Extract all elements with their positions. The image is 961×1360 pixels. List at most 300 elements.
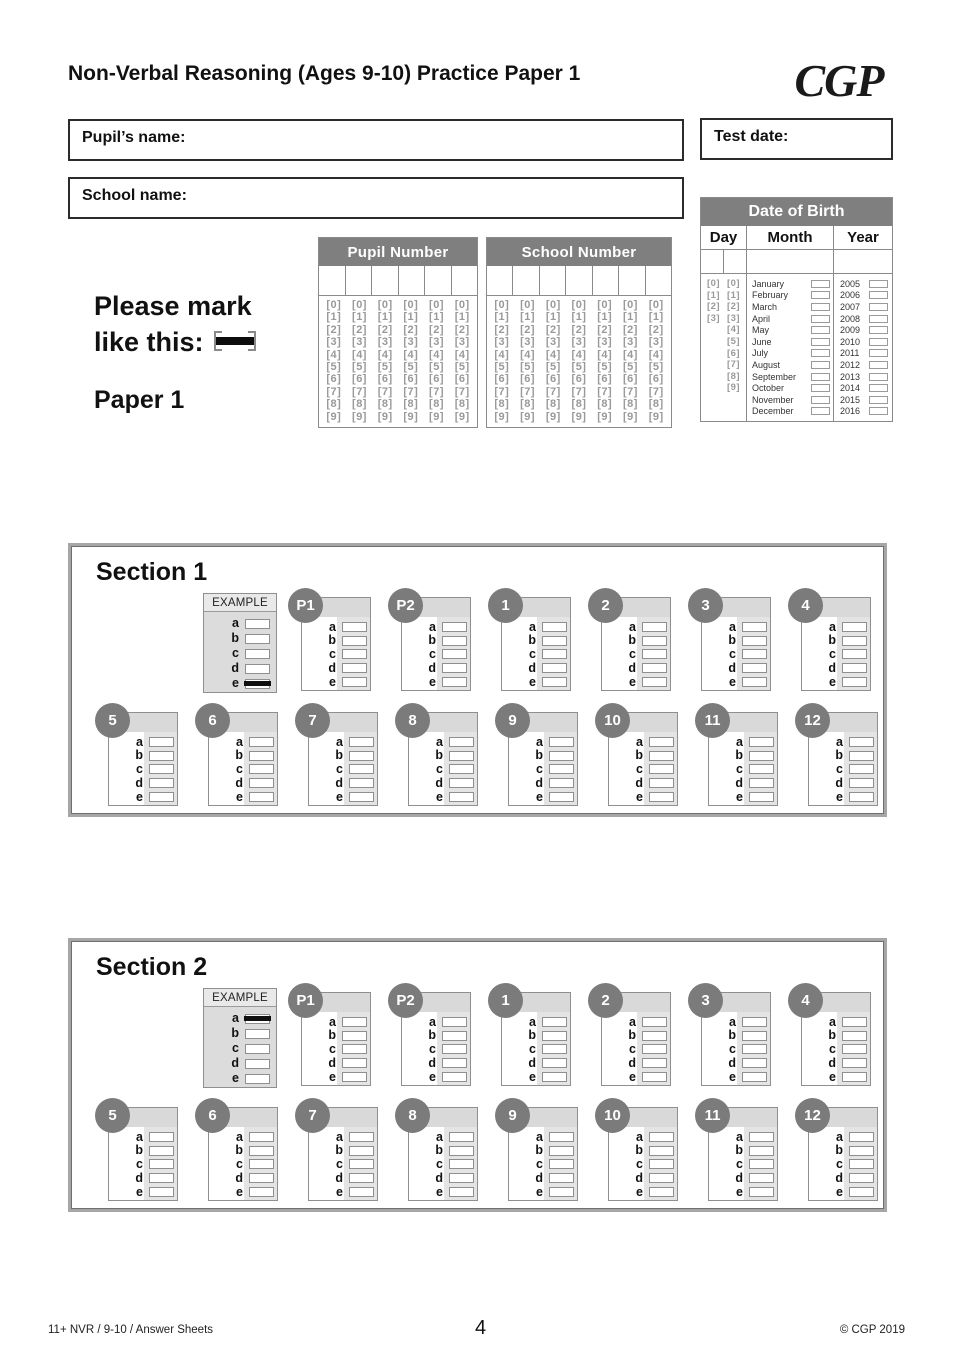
answer-box[interactable] <box>542 622 567 632</box>
write-in-box[interactable] <box>540 266 566 295</box>
answer-box[interactable] <box>749 751 774 761</box>
answer-box[interactable] <box>749 1159 774 1169</box>
digit-cell[interactable]: [2] <box>520 323 536 336</box>
answer-box[interactable] <box>249 751 274 761</box>
digit-cell[interactable]: [3] <box>429 336 444 349</box>
answer-box[interactable] <box>442 1058 467 1068</box>
day-digit-cell[interactable]: [6] <box>726 347 741 359</box>
year-checkbox[interactable] <box>869 280 888 288</box>
answer-box[interactable] <box>849 778 874 788</box>
answer-box[interactable] <box>542 636 567 646</box>
answer-box[interactable] <box>842 622 867 632</box>
answer-box[interactable] <box>149 1187 174 1197</box>
digit-cell[interactable]: [0] <box>494 299 510 311</box>
digit-cell[interactable]: [3] <box>622 336 638 349</box>
digit-cell[interactable]: [3] <box>520 336 536 349</box>
digit-cell[interactable]: [9] <box>429 410 444 423</box>
digit-cell[interactable]: [4] <box>403 348 419 361</box>
digit-cell[interactable]: [2] <box>326 323 342 336</box>
digit-cell[interactable]: [1] <box>571 311 587 324</box>
digit-cell[interactable]: [2] <box>545 323 561 336</box>
answer-box[interactable] <box>749 1146 774 1156</box>
digit-cell[interactable]: [3] <box>326 336 342 349</box>
answer-box[interactable] <box>349 1159 374 1169</box>
answer-box[interactable] <box>742 663 767 673</box>
answer-box[interactable] <box>249 1146 274 1156</box>
digit-cell[interactable]: [3] <box>571 336 587 349</box>
digit-cell[interactable]: [8] <box>454 398 470 411</box>
answer-box[interactable] <box>749 737 774 747</box>
digit-cell[interactable]: [1] <box>403 311 419 324</box>
digit-cell[interactable]: [4] <box>520 348 536 361</box>
answer-box[interactable] <box>549 1146 574 1156</box>
day-digit-cell[interactable]: [1] <box>706 289 721 301</box>
day-digit-cell[interactable]: [2] <box>726 301 741 313</box>
answer-box[interactable] <box>549 1173 574 1183</box>
answer-box[interactable] <box>442 1031 467 1041</box>
day-digit-cell[interactable]: [9] <box>726 382 741 394</box>
answer-box[interactable] <box>649 1146 674 1156</box>
month-checkbox[interactable] <box>811 396 830 404</box>
year-checkbox[interactable] <box>869 349 888 357</box>
digit-cell[interactable]: [5] <box>429 361 444 374</box>
answer-box[interactable] <box>842 1044 867 1054</box>
digit-cell[interactable]: [0] <box>545 299 561 311</box>
answer-box[interactable] <box>642 636 667 646</box>
digit-cell[interactable]: [5] <box>494 361 510 374</box>
digit-cell[interactable]: [8] <box>520 398 536 411</box>
year-checkbox[interactable] <box>869 326 888 334</box>
digit-cell[interactable]: [9] <box>597 410 613 423</box>
digit-cell[interactable]: [3] <box>597 336 613 349</box>
year-checkbox[interactable] <box>869 315 888 323</box>
answer-box[interactable] <box>249 764 274 774</box>
answer-box[interactable] <box>642 622 667 632</box>
answer-box[interactable] <box>342 1058 367 1068</box>
answer-box[interactable] <box>742 677 767 687</box>
answer-box[interactable] <box>649 1159 674 1169</box>
answer-box[interactable] <box>249 737 274 747</box>
answer-box[interactable] <box>649 751 674 761</box>
day-digit-cell[interactable]: [0] <box>726 278 741 289</box>
month-checkbox[interactable] <box>811 291 830 299</box>
digit-cell[interactable]: [5] <box>545 361 561 374</box>
answer-box[interactable] <box>245 649 270 659</box>
answer-box[interactable] <box>549 1187 574 1197</box>
answer-box[interactable] <box>342 663 367 673</box>
answer-box[interactable] <box>842 1058 867 1068</box>
answer-box[interactable] <box>245 1029 270 1039</box>
digit-cell[interactable]: [6] <box>352 373 367 386</box>
answer-box[interactable] <box>442 663 467 673</box>
digit-cell[interactable]: [6] <box>429 373 444 386</box>
day-digit-cell[interactable]: [4] <box>726 324 741 336</box>
answer-box[interactable] <box>449 1187 474 1197</box>
answer-box[interactable] <box>449 792 474 802</box>
answer-box[interactable] <box>849 1173 874 1183</box>
digit-cell[interactable]: [8] <box>648 398 664 411</box>
answer-box[interactable] <box>442 1017 467 1027</box>
answer-box[interactable] <box>442 1072 467 1082</box>
digit-cell[interactable]: [3] <box>494 336 510 349</box>
answer-box[interactable] <box>542 1058 567 1068</box>
digit-cell[interactable]: [1] <box>622 311 638 324</box>
digit-cell[interactable]: [1] <box>377 311 393 324</box>
digit-cell[interactable]: [5] <box>597 361 613 374</box>
answer-box[interactable] <box>349 1173 374 1183</box>
digit-cell[interactable]: [7] <box>571 385 587 398</box>
digit-cell[interactable]: [6] <box>597 373 613 386</box>
answer-box[interactable] <box>849 1146 874 1156</box>
month-checkbox[interactable] <box>811 361 830 369</box>
answer-box[interactable] <box>342 622 367 632</box>
answer-box[interactable] <box>342 677 367 687</box>
answer-box[interactable] <box>442 636 467 646</box>
write-in-box[interactable] <box>399 266 426 295</box>
year-checkbox[interactable] <box>869 291 888 299</box>
year-checkbox[interactable] <box>869 361 888 369</box>
digit-cell[interactable]: [6] <box>326 373 342 386</box>
digit-cell[interactable]: [5] <box>622 361 638 374</box>
digit-cell[interactable]: [4] <box>648 348 664 361</box>
digit-cell[interactable]: [7] <box>520 385 536 398</box>
digit-cell[interactable]: [4] <box>454 348 470 361</box>
answer-box[interactable] <box>245 1044 270 1054</box>
answer-box[interactable] <box>642 677 667 687</box>
digit-cell[interactable]: [4] <box>494 348 510 361</box>
digit-cell[interactable]: [8] <box>494 398 510 411</box>
digit-cell[interactable]: [7] <box>622 385 638 398</box>
write-in-box[interactable] <box>566 266 592 295</box>
answer-box[interactable] <box>149 764 174 774</box>
test-date-field[interactable] <box>700 118 893 160</box>
digit-cell[interactable]: [2] <box>429 323 444 336</box>
answer-box[interactable] <box>249 1159 274 1169</box>
digit-cell[interactable]: [3] <box>352 336 367 349</box>
digit-cell[interactable]: [7] <box>454 385 470 398</box>
digit-cell[interactable]: [7] <box>377 385 393 398</box>
answer-box[interactable] <box>649 778 674 788</box>
answer-box[interactable] <box>642 1058 667 1068</box>
month-checkbox[interactable] <box>811 349 830 357</box>
digit-cell[interactable]: [0] <box>429 299 444 311</box>
digit-cell[interactable]: [7] <box>326 385 342 398</box>
day-digit-cell[interactable]: [0] <box>706 278 721 289</box>
write-in-box[interactable] <box>513 266 539 295</box>
answer-box[interactable] <box>849 1187 874 1197</box>
digit-cell[interactable]: [9] <box>571 410 587 423</box>
answer-box[interactable] <box>245 1074 270 1084</box>
month-checkbox[interactable] <box>811 373 830 381</box>
digit-cell[interactable]: [2] <box>454 323 470 336</box>
answer-box[interactable] <box>742 636 767 646</box>
digit-cell[interactable]: [5] <box>454 361 470 374</box>
year-checkbox[interactable] <box>869 373 888 381</box>
digit-cell[interactable]: [1] <box>597 311 613 324</box>
digit-cell[interactable]: [5] <box>403 361 419 374</box>
write-in-box[interactable] <box>646 266 671 295</box>
answer-box[interactable] <box>449 1132 474 1142</box>
digit-cell[interactable]: [6] <box>520 373 536 386</box>
digit-cell[interactable]: [9] <box>403 410 419 423</box>
digit-cell[interactable]: [0] <box>648 299 664 311</box>
answer-box[interactable] <box>742 649 767 659</box>
digit-cell[interactable]: [0] <box>326 299 342 311</box>
digit-cell[interactable]: [4] <box>377 348 393 361</box>
answer-box[interactable] <box>542 1072 567 1082</box>
dob-day-write-box-2[interactable] <box>724 250 746 273</box>
digit-cell[interactable]: [6] <box>377 373 393 386</box>
answer-box[interactable] <box>742 1072 767 1082</box>
digit-cell[interactable]: [0] <box>571 299 587 311</box>
digit-cell[interactable]: [9] <box>520 410 536 423</box>
digit-cell[interactable]: [6] <box>648 373 664 386</box>
digit-cell[interactable]: [7] <box>494 385 510 398</box>
answer-box[interactable] <box>842 1072 867 1082</box>
answer-box[interactable] <box>245 1059 270 1069</box>
answer-box[interactable] <box>249 1173 274 1183</box>
answer-box[interactable] <box>742 622 767 632</box>
year-checkbox[interactable] <box>869 303 888 311</box>
write-in-box[interactable] <box>593 266 619 295</box>
answer-box[interactable] <box>842 1017 867 1027</box>
answer-box[interactable] <box>649 1173 674 1183</box>
answer-box[interactable] <box>342 1017 367 1027</box>
answer-box[interactable] <box>749 792 774 802</box>
answer-box[interactable] <box>849 1132 874 1142</box>
answer-box[interactable] <box>542 677 567 687</box>
answer-box[interactable] <box>249 792 274 802</box>
digit-cell[interactable]: [8] <box>326 398 342 411</box>
answer-box-marked[interactable] <box>245 1014 270 1024</box>
digit-cell[interactable]: [1] <box>545 311 561 324</box>
digit-cell[interactable]: [0] <box>352 299 367 311</box>
month-checkbox[interactable] <box>811 303 830 311</box>
answer-box[interactable] <box>342 1072 367 1082</box>
answer-box[interactable] <box>245 634 270 644</box>
year-checkbox[interactable] <box>869 338 888 346</box>
digit-cell[interactable]: [7] <box>403 385 419 398</box>
answer-box[interactable] <box>449 1159 474 1169</box>
answer-box[interactable] <box>542 663 567 673</box>
answer-box[interactable] <box>349 751 374 761</box>
answer-box[interactable] <box>849 751 874 761</box>
answer-box[interactable] <box>245 619 270 629</box>
answer-box[interactable] <box>649 1187 674 1197</box>
digit-cell[interactable]: [9] <box>352 410 367 423</box>
answer-box[interactable] <box>749 764 774 774</box>
answer-box[interactable] <box>449 737 474 747</box>
digit-cell[interactable]: [4] <box>352 348 367 361</box>
answer-box[interactable] <box>649 737 674 747</box>
answer-box[interactable] <box>442 1044 467 1054</box>
year-checkbox[interactable] <box>869 407 888 415</box>
digit-cell[interactable]: [9] <box>454 410 470 423</box>
answer-box[interactable] <box>245 664 270 674</box>
digit-cell[interactable]: [0] <box>403 299 419 311</box>
digit-cell[interactable]: [0] <box>377 299 393 311</box>
digit-cell[interactable]: [7] <box>597 385 613 398</box>
month-checkbox[interactable] <box>811 326 830 334</box>
year-checkbox[interactable] <box>869 384 888 392</box>
digit-cell[interactable]: [6] <box>454 373 470 386</box>
digit-cell[interactable]: [3] <box>545 336 561 349</box>
answer-box[interactable] <box>649 1132 674 1142</box>
digit-cell[interactable]: [0] <box>597 299 613 311</box>
write-in-box[interactable] <box>487 266 513 295</box>
digit-cell[interactable]: [8] <box>403 398 419 411</box>
digit-cell[interactable]: [1] <box>520 311 536 324</box>
answer-box[interactable] <box>742 1058 767 1068</box>
answer-box[interactable] <box>149 792 174 802</box>
answer-box[interactable] <box>849 737 874 747</box>
write-in-box[interactable] <box>346 266 373 295</box>
digit-cell[interactable]: [1] <box>429 311 444 324</box>
digit-cell[interactable]: [1] <box>326 311 342 324</box>
answer-box[interactable] <box>842 1031 867 1041</box>
month-checkbox[interactable] <box>811 315 830 323</box>
digit-cell[interactable]: [8] <box>545 398 561 411</box>
answer-box[interactable] <box>249 1187 274 1197</box>
month-checkbox[interactable] <box>811 338 830 346</box>
digit-cell[interactable]: [8] <box>571 398 587 411</box>
answer-box[interactable] <box>349 1132 374 1142</box>
answer-box[interactable] <box>749 1187 774 1197</box>
digit-cell[interactable]: [1] <box>648 311 664 324</box>
answer-box[interactable] <box>549 737 574 747</box>
answer-box[interactable] <box>442 649 467 659</box>
answer-box[interactable] <box>149 1159 174 1169</box>
answer-box[interactable] <box>349 1146 374 1156</box>
answer-box[interactable] <box>549 1132 574 1142</box>
answer-box[interactable] <box>149 1146 174 1156</box>
school-name-field[interactable] <box>68 177 684 219</box>
answer-box[interactable] <box>449 751 474 761</box>
answer-box[interactable] <box>742 1044 767 1054</box>
answer-box[interactable] <box>349 737 374 747</box>
answer-box[interactable] <box>449 1146 474 1156</box>
answer-box[interactable] <box>549 778 574 788</box>
pupil-name-field[interactable] <box>68 119 684 161</box>
answer-box[interactable] <box>149 737 174 747</box>
answer-box[interactable] <box>849 1159 874 1169</box>
digit-cell[interactable]: [0] <box>520 299 536 311</box>
digit-cell[interactable]: [8] <box>622 398 638 411</box>
digit-cell[interactable]: [9] <box>622 410 638 423</box>
answer-box[interactable] <box>342 1044 367 1054</box>
day-digit-cell[interactable]: [7] <box>726 359 741 371</box>
digit-cell[interactable]: [9] <box>648 410 664 423</box>
answer-box[interactable] <box>642 649 667 659</box>
answer-box[interactable] <box>149 1132 174 1142</box>
digit-cell[interactable]: [2] <box>571 323 587 336</box>
digit-cell[interactable]: [6] <box>622 373 638 386</box>
answer-box[interactable] <box>342 649 367 659</box>
year-checkbox[interactable] <box>869 396 888 404</box>
digit-cell[interactable]: [2] <box>352 323 367 336</box>
answer-box[interactable] <box>642 663 667 673</box>
answer-box[interactable] <box>542 1017 567 1027</box>
answer-box[interactable] <box>342 636 367 646</box>
answer-box[interactable] <box>349 792 374 802</box>
answer-box[interactable] <box>149 1173 174 1183</box>
answer-box[interactable] <box>549 751 574 761</box>
answer-box[interactable] <box>642 1044 667 1054</box>
digit-cell[interactable]: [3] <box>403 336 419 349</box>
answer-box[interactable] <box>842 663 867 673</box>
answer-box[interactable] <box>842 636 867 646</box>
answer-box[interactable] <box>549 792 574 802</box>
digit-cell[interactable]: [9] <box>494 410 510 423</box>
answer-box[interactable] <box>749 1132 774 1142</box>
digit-cell[interactable]: [1] <box>352 311 367 324</box>
answer-box[interactable] <box>649 764 674 774</box>
digit-cell[interactable]: [7] <box>648 385 664 398</box>
digit-cell[interactable]: [5] <box>352 361 367 374</box>
digit-cell[interactable]: [2] <box>622 323 638 336</box>
day-digit-cell[interactable]: [8] <box>726 370 741 382</box>
digit-cell[interactable]: [3] <box>648 336 664 349</box>
digit-cell[interactable]: [6] <box>403 373 419 386</box>
digit-cell[interactable]: [7] <box>545 385 561 398</box>
digit-cell[interactable]: [1] <box>454 311 470 324</box>
digit-cell[interactable]: [7] <box>352 385 367 398</box>
answer-box[interactable] <box>449 778 474 788</box>
write-in-box[interactable] <box>425 266 452 295</box>
answer-box[interactable] <box>449 1173 474 1183</box>
answer-box[interactable] <box>349 764 374 774</box>
answer-box[interactable] <box>642 1031 667 1041</box>
digit-cell[interactable]: [6] <box>494 373 510 386</box>
day-digit-cell[interactable]: [1] <box>726 289 741 301</box>
digit-cell[interactable]: [7] <box>429 385 444 398</box>
digit-cell[interactable]: [5] <box>326 361 342 374</box>
digit-cell[interactable]: [2] <box>597 323 613 336</box>
digit-cell[interactable]: [8] <box>352 398 367 411</box>
digit-cell[interactable]: [4] <box>429 348 444 361</box>
digit-cell[interactable]: [2] <box>377 323 393 336</box>
dob-month-write-box[interactable] <box>747 250 834 273</box>
answer-box[interactable] <box>249 1132 274 1142</box>
digit-cell[interactable]: [3] <box>377 336 393 349</box>
write-in-box[interactable] <box>452 266 478 295</box>
digit-cell[interactable]: [4] <box>545 348 561 361</box>
digit-cell[interactable]: [4] <box>571 348 587 361</box>
day-digit-cell[interactable]: [5] <box>726 335 741 347</box>
answer-box[interactable] <box>449 764 474 774</box>
digit-cell[interactable]: [6] <box>571 373 587 386</box>
answer-box[interactable] <box>149 751 174 761</box>
digit-cell[interactable]: [9] <box>326 410 342 423</box>
answer-box[interactable] <box>542 1031 567 1041</box>
digit-cell[interactable]: [5] <box>520 361 536 374</box>
answer-box[interactable] <box>549 764 574 774</box>
write-in-box[interactable] <box>319 266 346 295</box>
month-checkbox[interactable] <box>811 384 830 392</box>
digit-cell[interactable]: [4] <box>622 348 638 361</box>
day-digit-cell[interactable]: [3] <box>706 312 721 324</box>
digit-cell[interactable]: [2] <box>403 323 419 336</box>
digit-cell[interactable]: [4] <box>597 348 613 361</box>
answer-box[interactable] <box>742 1017 767 1027</box>
answer-box[interactable] <box>842 649 867 659</box>
answer-box[interactable] <box>542 649 567 659</box>
digit-cell[interactable]: [5] <box>377 361 393 374</box>
answer-box[interactable] <box>149 778 174 788</box>
answer-box[interactable] <box>349 778 374 788</box>
answer-box[interactable] <box>849 764 874 774</box>
digit-cell[interactable]: [6] <box>545 373 561 386</box>
